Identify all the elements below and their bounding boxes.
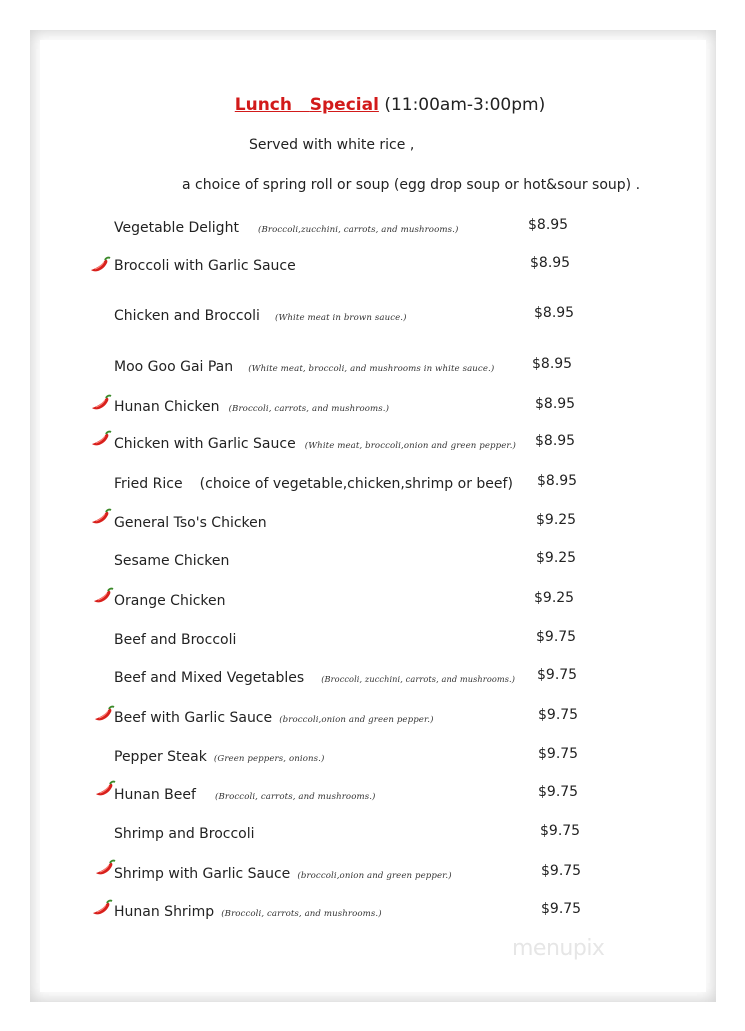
item-note: (broccoli,onion and green pepper.) [297,871,452,881]
menu-item [114,707,634,729]
item-note: (Broccoli,zucchini, carrots, and mushrooms.) [258,225,459,235]
menu-item [114,590,634,612]
menu-item [114,305,634,327]
item-price: $8.95 [532,356,573,372]
item-note: (Broccoli, carrots, and mushrooms.) [215,792,376,802]
chili-pepper-icon [91,899,113,917]
item-price: $9.75 [541,863,582,879]
menu-item [114,863,634,885]
item-price: $8.95 [530,255,571,271]
chili-pepper-icon [90,394,112,412]
item-price: $9.75 [541,901,582,917]
item-name: Beef with Garlic Sauce [114,710,273,726]
item-name: Hunan Shrimp [114,904,215,920]
item-name: Chicken with Garlic Sauce [114,436,296,452]
chili-pepper-icon [89,256,111,274]
item-name: Sesame Chicken [114,553,230,569]
chili-pepper-icon [90,430,112,448]
item-name: Shrimp with Garlic Sauce [114,866,291,882]
item-price: $8.95 [528,217,569,233]
item-note: (White meat, broccoli,onion and green pepper.) [304,441,516,451]
item-price: $9.25 [536,550,577,566]
item-name: Beef and Mixed Vegetables [114,670,305,686]
item-name: Fried Rice [114,476,183,492]
menu-item [114,823,634,845]
chili-pepper-icon [93,705,115,723]
item-price: $9.75 [538,746,579,762]
item-price: $9.75 [538,707,579,723]
served-with-text: Served with white rice , [249,137,415,153]
menu-item [114,512,634,534]
item-note: (broccoli,onion and green pepper.) [279,715,434,725]
item-price: $9.75 [538,784,579,800]
menu-title [0,95,745,115]
item-price: $9.75 [540,823,581,839]
chili-pepper-icon [92,587,114,605]
item-note: (Green peppers, onions.) [213,754,325,764]
chili-pepper-icon [94,859,116,877]
watermark-logo: menupix [512,936,605,961]
menu-item [114,667,634,689]
title-hours: (11:00am-3:00pm) [384,95,546,115]
item-price: $8.95 [535,433,576,449]
menu-item [114,746,634,768]
item-name: Hunan Beef [114,787,196,803]
item-note: (White meat in brown sauce.) [275,313,407,323]
menu-item [114,396,634,418]
item-name: Beef and Broccoli [114,632,237,648]
item-name: Pepper Steak [114,749,207,765]
item-note: (choice of vegetable,chicken,shrimp or beef) [199,476,513,492]
item-note: (Broccoli, carrots, and mushrooms.) [221,909,382,919]
item-note: (Broccoli, zucchini, carrots, and mushrooms.) [321,674,516,684]
item-name: General Tso's Chicken [114,515,267,531]
item-name: Orange Chicken [114,593,226,609]
menu-item [114,784,634,806]
title-special: Special [309,95,379,115]
menu-item [114,550,634,572]
item-name: Vegetable Delight [114,220,239,236]
menu-item [114,217,634,239]
item-name: Shrimp and Broccoli [114,826,255,842]
item-name: Hunan Chicken [114,399,220,415]
item-name: Moo Goo Gai Pan [114,359,234,375]
item-price: $8.95 [535,396,576,412]
menu-item [114,433,634,455]
chili-pepper-icon [94,780,116,798]
item-price: $9.25 [534,590,575,606]
menu-item [114,473,634,495]
chili-pepper-icon [90,508,112,526]
item-name: Chicken and Broccoli [114,308,260,324]
item-note: (White meat, broccoli, and mushrooms in white sauce.) [248,364,495,374]
menu-item [114,901,634,923]
menu-item [114,629,634,651]
item-price: $8.95 [534,305,575,321]
item-price: $9.75 [537,667,578,683]
item-price: $9.25 [536,512,577,528]
item-price: $8.95 [537,473,578,489]
title-lunch: Lunch [234,95,292,115]
choice-text: a choice of spring roll or soup (egg drop soup or hot&sour soup) . [182,177,641,193]
menu-item [114,356,634,378]
item-name: Broccoli with Garlic Sauce [114,258,296,274]
item-note: (Broccoli, carrots, and mushrooms.) [228,404,390,414]
item-price: $9.75 [536,629,577,645]
menu-item [114,255,634,277]
